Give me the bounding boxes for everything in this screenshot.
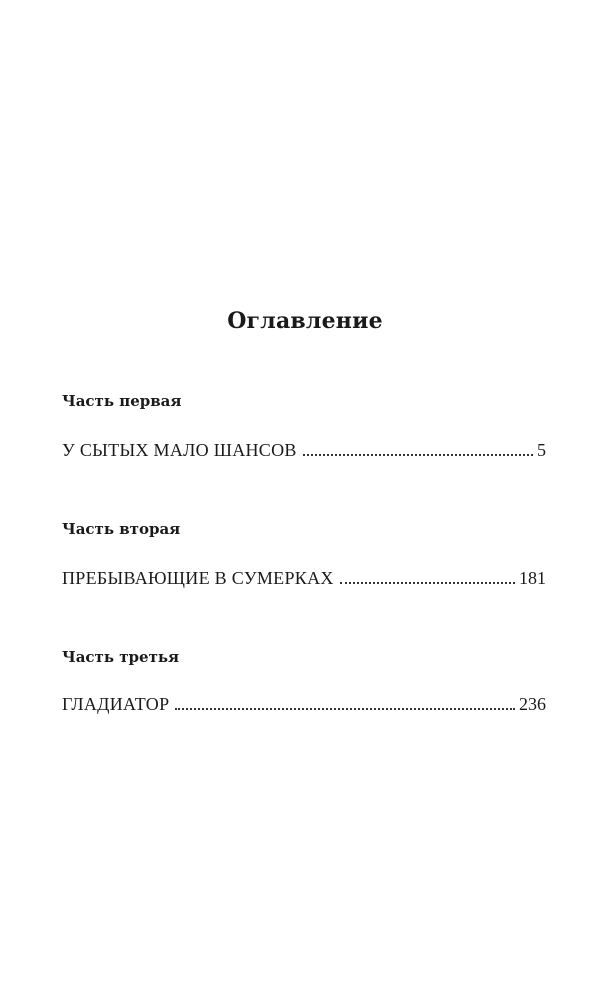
toc-entry-2[interactable] (62, 568, 546, 589)
part-label-2: Часть вторая (62, 520, 181, 538)
page-title: Оглавление (227, 308, 383, 334)
part-label-1: Часть первая (62, 392, 182, 410)
dot-leader (175, 708, 515, 710)
toc-entry-title: ГЛАДИАТОР (62, 694, 170, 714)
toc-entry-page: 5 (537, 440, 546, 460)
toc-entry-title: У СЫТЫХ МАЛО ШАНСОВ (62, 440, 297, 460)
part-label-3: Часть третья (62, 648, 180, 666)
toc-entry-1[interactable] (62, 440, 546, 461)
dot-leader (340, 582, 515, 584)
dot-leader (303, 454, 533, 456)
toc-entry-3[interactable] (62, 694, 546, 715)
toc-entry-page: 181 (519, 568, 546, 588)
toc-entry-page: 236 (519, 694, 546, 714)
toc-entry-title: ПРЕБЫВАЮЩИЕ В СУМЕРКАХ (62, 568, 334, 588)
